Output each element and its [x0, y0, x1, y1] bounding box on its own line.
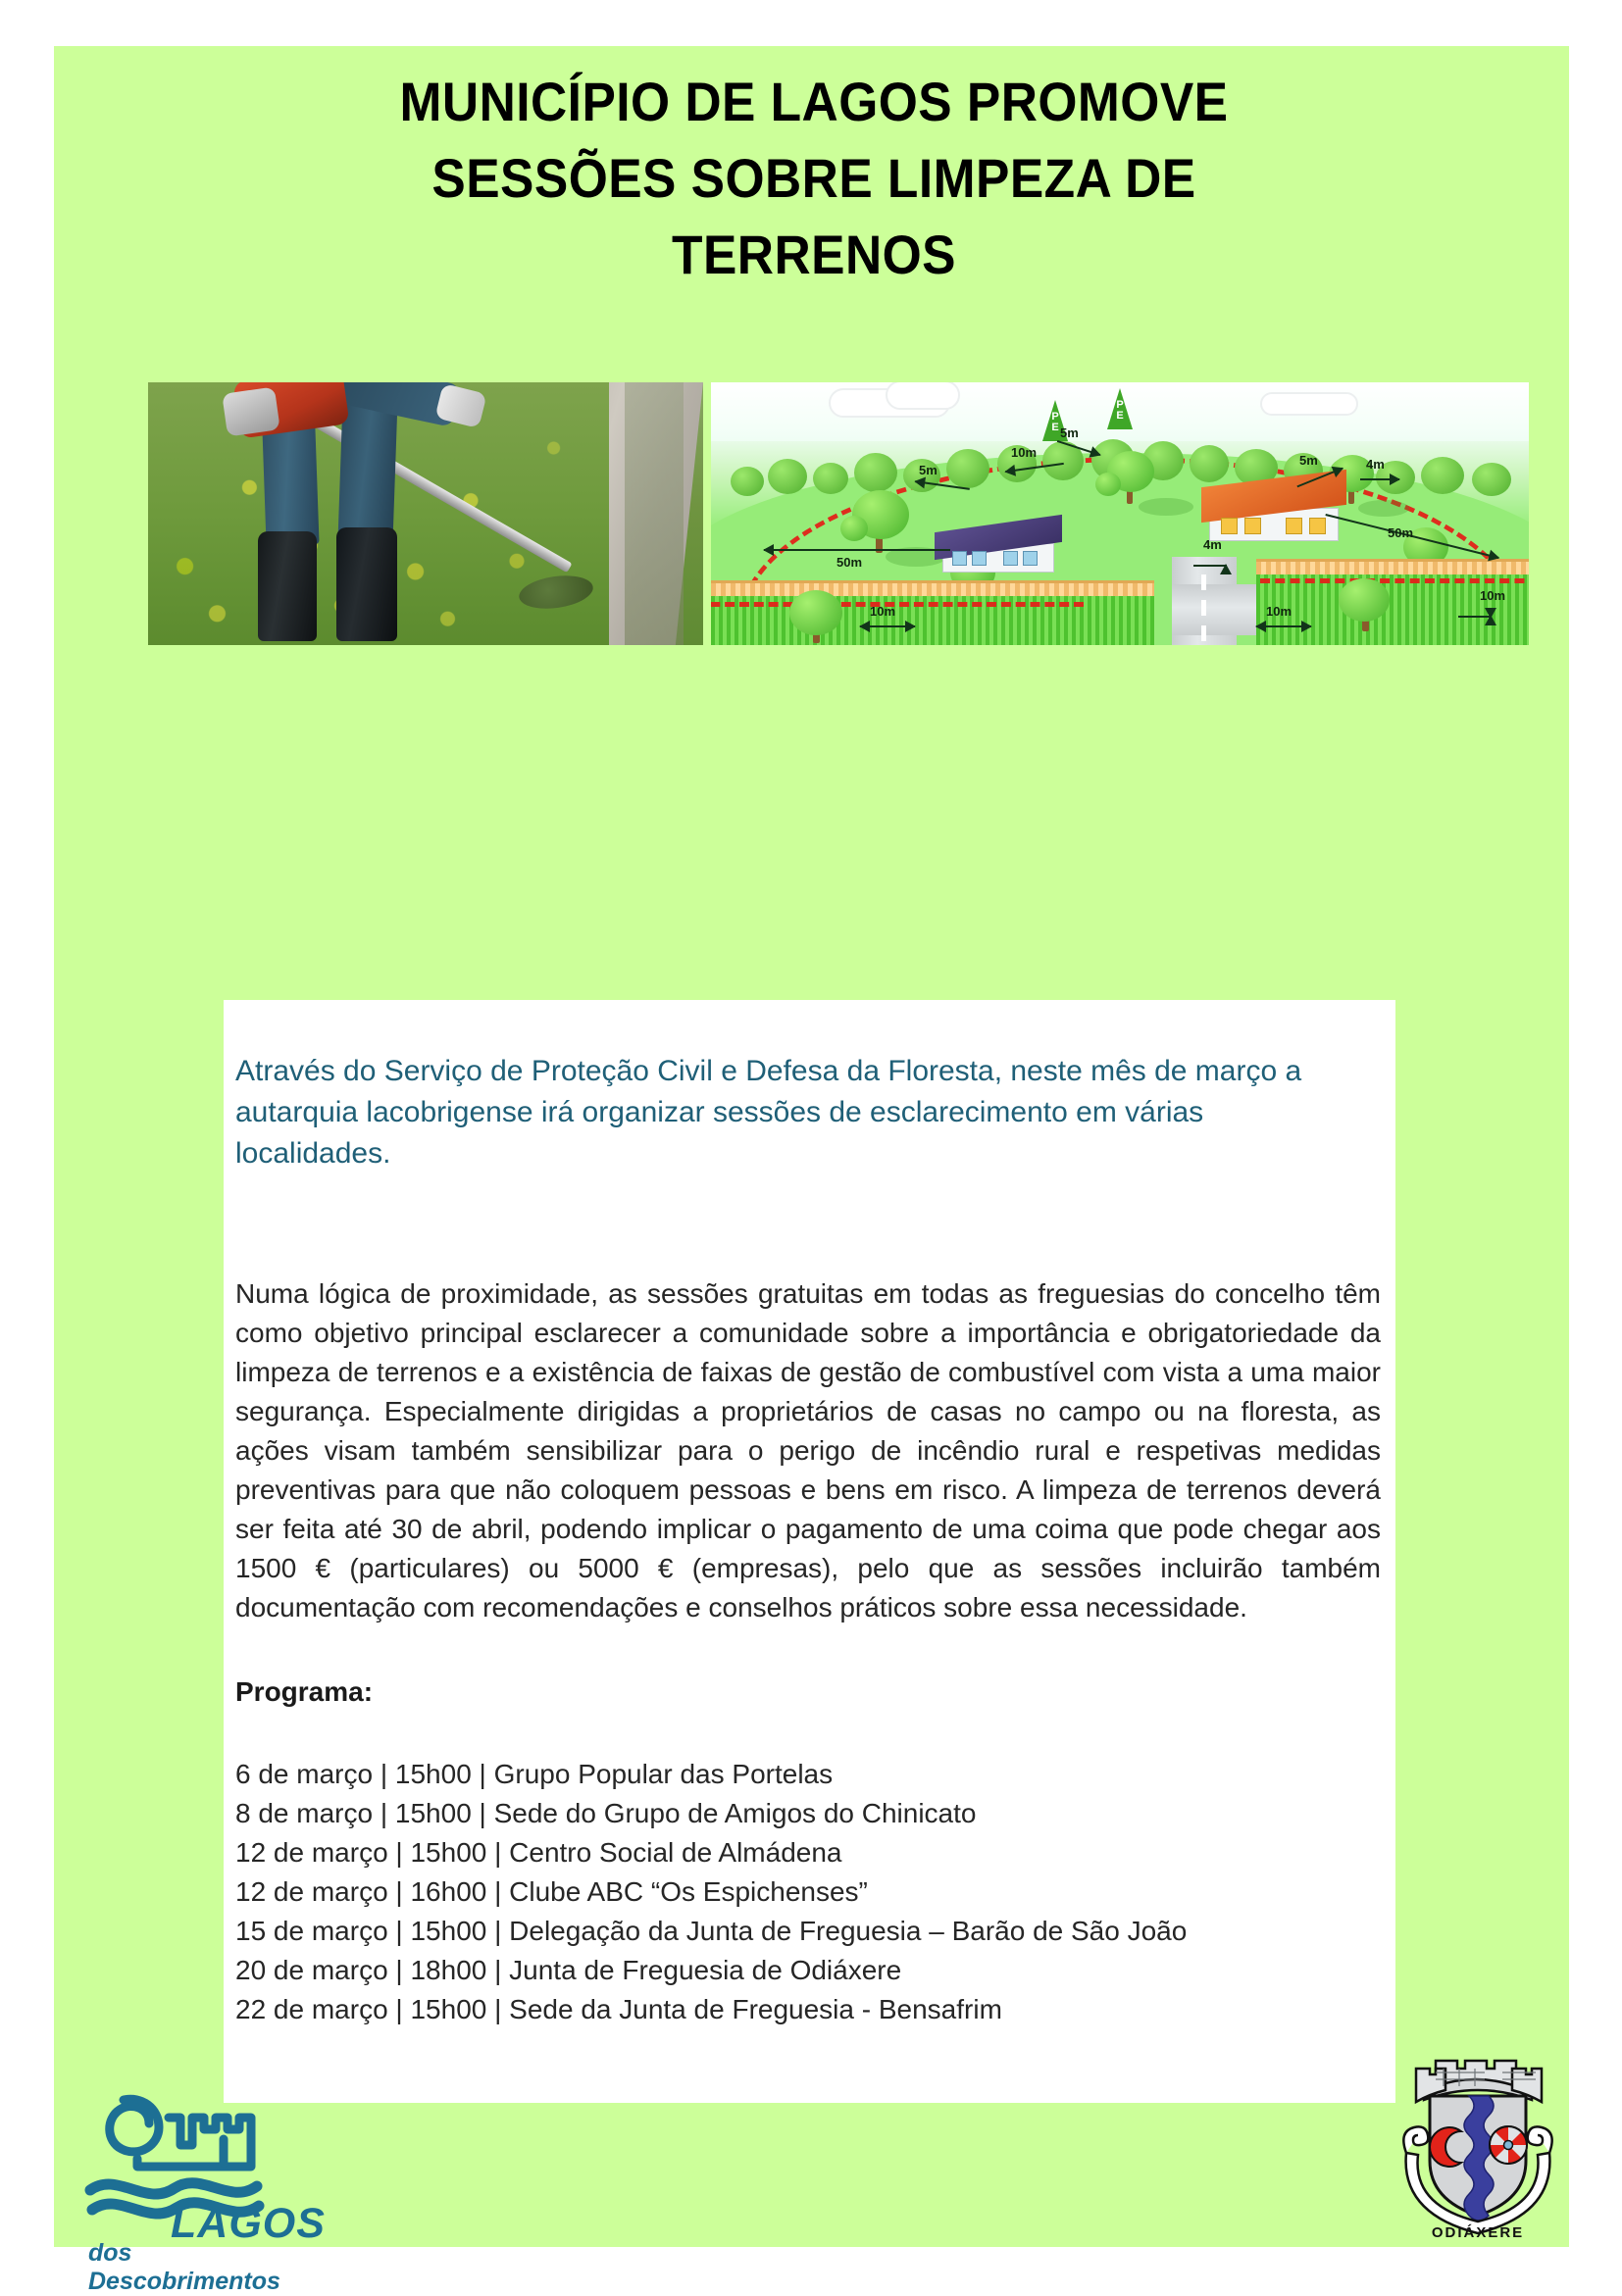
intro-paragraph: Através do Serviço de Proteção Civil e Defesa da Floresta, neste mês de março a autarquia lacobrigense irá organizar sessões de esclarecimento em várias localidades. [235, 1055, 1302, 1170]
measure-label-5m-c: 5m [1299, 453, 1318, 468]
fuel-management-diagram [711, 382, 1529, 645]
wheel-icon [1490, 2126, 1527, 2164]
title-line-3: TERRENOS [672, 224, 956, 285]
programme-heading: Programa: [235, 1676, 374, 1707]
programme-item: 22 de março | 15h00 | Sede da Junta de Freguesia - Bensafrim [235, 1994, 1002, 2024]
odiaxere-arms-mark [1385, 2047, 1571, 2265]
programme-item: 8 de março | 15h00 | Sede do Grupo de Amigos do Chinicato [235, 1798, 977, 1828]
measure-label-5m-a: 5m [1060, 425, 1079, 440]
measure-arrow-4m-a [1360, 478, 1399, 480]
image-strip [148, 382, 1529, 645]
image-divider [703, 382, 711, 645]
scroll-curl-left [1403, 2126, 1428, 2153]
measure-label-10m-bottom-right: 10m [1266, 604, 1293, 619]
content-card [224, 1000, 1395, 2103]
odiaxere-coat-of-arms [1385, 2047, 1571, 2265]
scroll-curl-right [1528, 2126, 1552, 2153]
measure-arrow-10m-bottom-left [860, 625, 915, 627]
worker-boot-left [258, 531, 317, 641]
lagos-logo-tagline: dos Descobrimentos [88, 2239, 280, 2295]
road-marking [1201, 625, 1206, 641]
odiaxere-scroll-text: ODIÁXERE [1431, 2224, 1525, 2241]
measure-label-4m-b: 4m [1203, 537, 1222, 552]
road-marking [1201, 600, 1206, 616]
lagos-logo-name: LAGOS [171, 2200, 326, 2247]
title-line-1: MUNICÍPIO DE LAGOS PROMOVE [399, 71, 1229, 132]
brushcutter-engine-cover [222, 386, 280, 436]
measure-label-50m-left: 50m [836, 555, 863, 570]
measure-label-5m-b: 5m [919, 463, 938, 477]
lagos-logo [76, 2088, 326, 2295]
road-marking [1201, 574, 1206, 590]
programme-item: 12 de março | 15h00 | Centro Social de Almádena [235, 1837, 842, 1868]
cloud-icon [1260, 392, 1358, 416]
programme-item: 6 de março | 15h00 | Grupo Popular das Portelas [235, 1759, 834, 1789]
red-dashed-lower-left [711, 602, 1084, 645]
title-line-2: SESSÕES SOBRE LIMPEZA DE [431, 147, 1196, 209]
programme-item: 15 de março | 15h00 | Delegação da Junta de Freguesia – Barão de São João [235, 1916, 1188, 1946]
brushcutter-photo [148, 382, 703, 645]
tree-crown [1339, 578, 1390, 622]
diagram-canvas: P E P E 5m 10m 5m 5m 4m 50m 4m 50m 10m 10m 10m [711, 382, 1529, 645]
measure-arrow-4m-b [1193, 565, 1227, 567]
programme-item: 20 de março | 18h00 | Junta de Freguesia de Odiáxere [235, 1955, 902, 1985]
measure-arrow-50m-left [764, 549, 950, 551]
programme-list [235, 1755, 1373, 2029]
photo-path-edge [625, 382, 684, 645]
worker-boot-right [336, 527, 397, 641]
page-title [174, 64, 1454, 293]
measure-arrow-10m-bottom-right [1256, 625, 1311, 627]
measure-label-10m: 10m [1011, 445, 1038, 460]
house-orange-roof [1201, 476, 1346, 547]
tree-crown [789, 590, 842, 635]
measure-label-10m-right: 10m [1480, 588, 1506, 603]
measure-arrow-10m-right [1458, 616, 1492, 618]
measure-label-10m-bottom-left: 10m [870, 604, 896, 619]
house-purple-roof [935, 518, 1062, 576]
cloud-icon [886, 382, 960, 410]
programme-item: 12 de março | 16h00 | Clube ABC “Os Espichenses” [235, 1876, 868, 1907]
measure-label-50m-right: 50m [1388, 525, 1414, 540]
measure-label-4m-a: 4m [1366, 457, 1385, 472]
body-paragraph: Numa lógica de proximidade, as sessões gratuitas em todas as freguesias do concelho têm como objetivo principal esclarecer a comunidade sobre a importância e obrigatoriedade da limpeza de terrenos e a existência de faixas de gestão de combustível com vista a uma maior segurança. Especialmente dirigidas a proprietários de casas no campo ou na floresta, as ações visam também sensibilizar para o perigo de incêndio rural e respetivas medidas preventivas para que não coloquem pessoas e bens em risco. A limpeza de terrenos deverá ser feita até 30 de abril, podendo implicar o pagamento de uma coima que pode chegar aos 1500 € (particulares) ou 5000 € (empresas), pelo que as sessões incluirão também documentação com recomendações e conselhos práticos sobre essa necessidade. [235, 1278, 1381, 1622]
